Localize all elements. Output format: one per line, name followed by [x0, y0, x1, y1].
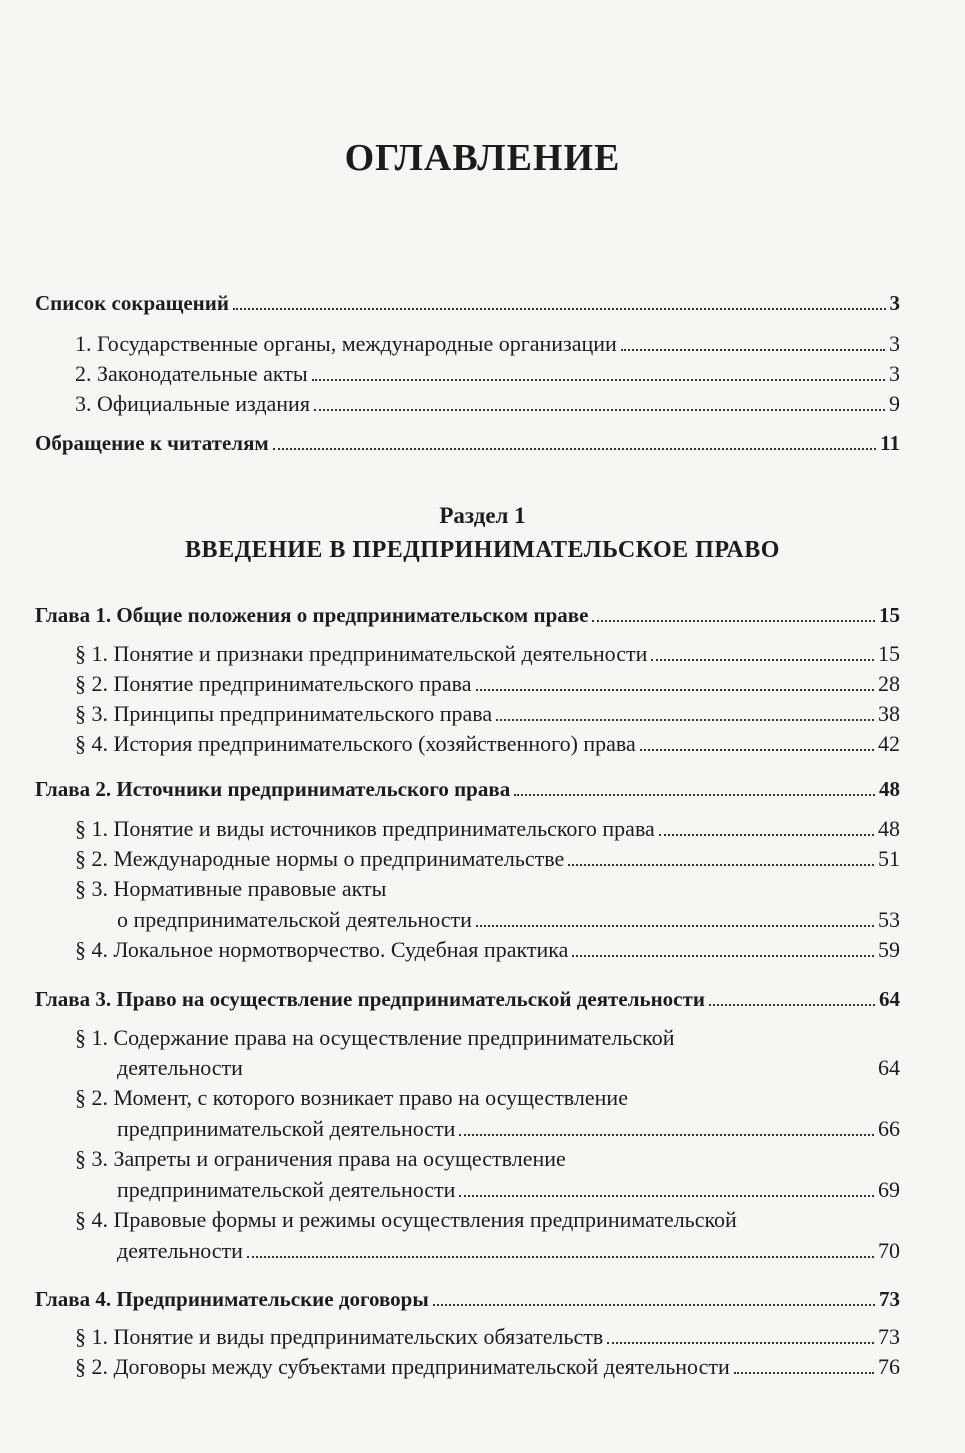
toc-entry-label: § 4. Локальное нормотворчество. Судебная практика: [75, 937, 569, 962]
toc-entry-label: § 1. Понятие и виды предпринимательских обязательств: [75, 1324, 604, 1349]
leader-dots: [247, 1255, 874, 1258]
toc-entry-page: 64: [878, 1055, 900, 1080]
toc-entry-label: предпринимательской деятельности: [117, 1116, 456, 1141]
toc-entry-label: § 2. Договоры между субъектами предпринимательской деятельности: [75, 1354, 730, 1379]
toc-entry-label: § 1. Понятие и виды источников предпринимательского права: [75, 816, 655, 841]
leader-dots: [459, 1194, 874, 1197]
leader-dots: [433, 1303, 875, 1306]
toc-entry[interactable]: [75, 639, 900, 669]
page-title: ОГЛАВЛЕНИЕ: [344, 137, 621, 179]
toc-entry[interactable]: [75, 329, 900, 359]
leader-dots: [247, 1072, 874, 1075]
toc-entry-line1[interactable]: § 2. Момент, с которого возникает право на осуществление: [75, 1085, 628, 1110]
toc-entry[interactable]: [117, 1236, 900, 1266]
toc-entry-label: предпринимательской деятельности: [117, 1177, 456, 1202]
toc-entry-line1[interactable]: § 3. Запреты и ограничения права на осуществление: [75, 1146, 566, 1171]
toc-entry-page: 38: [878, 701, 900, 726]
toc-entry[interactable]: [75, 935, 900, 965]
toc-entry-page: 28: [878, 671, 900, 696]
leader-dots: [651, 658, 874, 661]
section-title: ВВЕДЕНИЕ В ПРЕДПРИНИМАТЕЛЬСКОЕ ПРАВО: [185, 537, 780, 563]
leader-dots: [607, 1341, 874, 1344]
toc-entry-page: 73: [878, 1324, 900, 1349]
toc-entry-label: § 1. Понятие и признаки предпринимательской деятельности: [75, 641, 648, 666]
leader-dots: [621, 348, 885, 351]
toc-entry[interactable]: [117, 1114, 900, 1144]
leader-dots: [476, 924, 874, 927]
toc-entry-page: 64: [879, 987, 900, 1011]
toc-chapter[interactable]: [35, 1284, 900, 1314]
toc-entry[interactable]: [75, 389, 900, 419]
toc-entry[interactable]: [75, 729, 900, 759]
toc-entry[interactable]: [75, 844, 900, 874]
toc-entry-label: Обращение к читателям: [35, 431, 269, 455]
leader-dots: [592, 619, 875, 622]
leader-dots: [734, 1371, 874, 1374]
toc-entry-label: § 2. Понятие предпринимательского права: [75, 671, 472, 696]
toc-entry-label: § 3. Принципы предпринимательского права: [75, 701, 493, 726]
toc-entry-page: 51: [878, 846, 900, 871]
toc-entry-line1[interactable]: § 4. Правовые формы и режимы осуществления предпринимательской: [75, 1207, 737, 1232]
toc-entry-page: 48: [878, 816, 900, 841]
toc-entry-line1[interactable]: § 1. Содержание права на осуществление предпринимательской: [75, 1025, 675, 1050]
leader-dots: [312, 378, 885, 381]
toc-entry-page: 42: [878, 731, 900, 756]
toc-entry-page: 3: [889, 291, 900, 315]
toc-entry-label: Глава 4. Предпринимательские договоры: [35, 1287, 429, 1311]
toc-entry[interactable]: [117, 905, 900, 935]
toc-entry-label: деятельности: [117, 1055, 243, 1080]
toc-entry[interactable]: [117, 1175, 900, 1205]
leader-dots: [640, 748, 874, 751]
toc-entry-label: § 2. Международные нормы о предпринимательстве: [75, 846, 565, 871]
toc-entry[interactable]: [75, 699, 900, 729]
toc-entry-page: 48: [879, 777, 900, 801]
toc-entry[interactable]: [75, 669, 900, 699]
toc-entry-page: 53: [878, 907, 900, 932]
toc-entry[interactable]: [75, 359, 900, 389]
toc-chapter[interactable]: [35, 774, 900, 804]
toc-entry-label: 2. Законодательные акты: [75, 361, 308, 386]
toc-entry-label: 1. Государственные органы, международные организации: [75, 331, 617, 356]
toc-entry-label: 3. Официальные издания: [75, 391, 310, 416]
toc-entry-page: 76: [878, 1354, 900, 1379]
toc-entry-page: 3: [889, 331, 900, 356]
leader-dots: [496, 718, 874, 721]
toc-entry-page: 66: [878, 1116, 900, 1141]
leader-dots: [476, 688, 874, 691]
leader-dots: [233, 307, 886, 310]
leader-dots: [314, 408, 885, 411]
toc-entry-page: 9: [889, 391, 900, 416]
leader-dots: [709, 1003, 875, 1006]
toc-entry-page: 11: [880, 431, 900, 455]
leader-dots: [659, 833, 874, 836]
toc-entry[interactable]: [117, 1053, 900, 1083]
toc-chapter[interactable]: [35, 984, 900, 1014]
toc-entry-page: 15: [879, 603, 900, 627]
toc-entry-address-to-readers[interactable]: [35, 428, 900, 458]
toc-entry-label: Глава 1. Общие положения о предпринимательском праве: [35, 603, 589, 627]
toc-entry-label: Глава 3. Право на осуществление предпринимательской деятельности: [35, 987, 705, 1011]
toc-entry-page: 15: [878, 641, 900, 666]
toc-entry-abbreviations[interactable]: [35, 288, 900, 318]
leader-dots: [572, 954, 874, 957]
section-number: Раздел 1: [439, 503, 526, 528]
leader-dots: [273, 447, 876, 450]
toc-entry-page: 73: [879, 1287, 900, 1311]
toc-entry[interactable]: [75, 1322, 900, 1352]
toc-entry-page: 3: [889, 361, 900, 386]
toc-entry[interactable]: [75, 814, 900, 844]
leader-dots: [568, 863, 874, 866]
toc-entry-label: о предпринимательской деятельности: [117, 907, 472, 932]
toc-entry-label: Глава 2. Источники предпринимательского права: [35, 777, 511, 801]
toc-entry-label: § 4. История предпринимательского (хозяйственного) права: [75, 731, 636, 756]
toc-entry-page: 69: [878, 1177, 900, 1202]
toc-entry[interactable]: [75, 1352, 900, 1382]
toc-entry-label: Список сокращений: [35, 291, 229, 315]
toc-entry-page: 59: [878, 937, 900, 962]
toc-chapter[interactable]: [35, 600, 900, 630]
toc-entry-line1[interactable]: § 3. Нормативные правовые акты: [75, 876, 387, 901]
leader-dots: [514, 793, 875, 796]
toc-entry-label: деятельности: [117, 1238, 243, 1263]
toc-entry-page: 70: [878, 1238, 900, 1263]
leader-dots: [459, 1133, 874, 1136]
